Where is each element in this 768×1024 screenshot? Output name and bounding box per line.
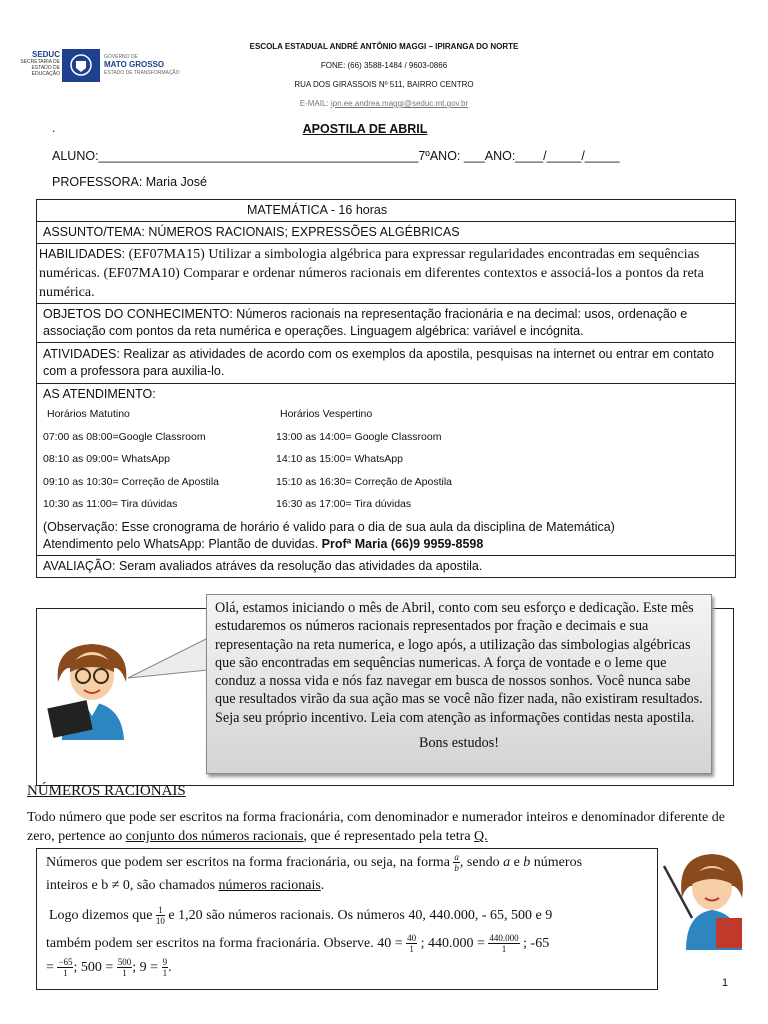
box-text: , sendo	[459, 855, 500, 870]
fraction-denominator: 1	[162, 968, 168, 979]
fraction-numerator: a	[454, 852, 459, 863]
fraction-denominator: 1	[122, 968, 127, 979]
definition-box	[36, 848, 658, 990]
student-line: ALUNO:______________________________________________7ºANO: ___ANO:____/_____/_____	[52, 149, 620, 163]
box-text: ; 440.000 =	[420, 936, 485, 951]
teacher-line: PROFESSORA: Maria José	[52, 175, 207, 189]
morning-slot: 08:10 as 09:00= WhatsApp	[43, 453, 170, 465]
mt-logo-sub: ESTADO DE TRANSFORMAÇÃO	[104, 70, 180, 76]
speech-bubble-tail	[126, 636, 210, 682]
fraction-denominator: 10	[155, 916, 165, 927]
fraction-numerator: 9	[162, 957, 168, 968]
variable-b: b	[523, 855, 531, 870]
fraction-minus-65	[57, 957, 73, 978]
speech-bubble	[206, 594, 712, 774]
whatsapp-label: Atendimento pelo WhatsApp: Plantão de duvidas.	[43, 536, 319, 551]
fraction-numerator: −65	[58, 957, 73, 968]
box-text: Logo dizemos que	[49, 908, 153, 923]
plan-table	[36, 199, 736, 578]
box-text: e 1,20 são números racionais. Os números 40, 440.000, - 65, 500 e 9	[168, 908, 553, 923]
stray-dot: .	[52, 121, 56, 135]
bubble-closing: Bons estudos!	[418, 735, 499, 752]
variable-a: a	[503, 855, 511, 870]
morning-schedule	[43, 403, 276, 516]
fraction-denominator: 1	[409, 944, 414, 955]
schedule	[43, 403, 729, 516]
afternoon-schedule	[276, 403, 452, 516]
morning-slot: 07:00 as 08:00=Google Classroom	[43, 430, 206, 443]
box-text: .	[320, 878, 325, 893]
skills-label: HABILIDADES:	[39, 247, 126, 261]
box-text: também podem ser escritos na forma fracionária. Observe. 40 =	[46, 936, 403, 951]
fraction-440000	[488, 933, 519, 954]
observation: (Observação: Esse cronograma de horário é valido para o dia de sua aula da disciplina de Matemática)	[43, 519, 615, 534]
school-name: ESCOLA ESTADUAL ANDRÉ ANTÔNIO MAGGI – IPIRANGA DO NORTE	[249, 42, 519, 51]
fraction-500	[117, 957, 133, 978]
morning-label: Horários Matutino	[47, 408, 130, 420]
bubble-text: Olá, estamos iniciando o mês de Abril, conto com seu esforço e dedicação. Este mês estudaremos os números racionais representados por fração e decimais e sua representação na reta numerica, e logo após, a utilização das simbologias algébricas que são encontradas em sequências numericas. A força de vontade e o leme que conduz a nossa vida e nós faz navegar em busca de nossos sonhos. Você nunca sabe que resultados virão da sua ação mas se você não fizer nada, não existiram resultados. Seja seu próprio incentivo. Leia com atenção as informações contidas nesta apostila.	[215, 600, 703, 726]
fraction-denominator: b	[454, 863, 459, 874]
box-text: e	[513, 855, 520, 870]
afternoon-slot: 13:00 as 14:00= Google Classroom	[276, 430, 442, 443]
set-letter: Q.	[474, 829, 488, 844]
fraction-40	[406, 933, 417, 954]
box-line-4	[46, 931, 549, 957]
subject-cell: MATEMÁTICA - 16 horas	[37, 200, 736, 222]
fraction-numerator: 440.000	[489, 933, 519, 944]
box-text: ; 9 =	[132, 960, 159, 975]
fraction-numerator: 40	[407, 933, 417, 944]
afternoon-slot: 15:10 as 16:30= Correção de Apostila	[276, 475, 452, 488]
afternoon-label: Horários Vespertino	[280, 408, 373, 420]
afternoon-slot: 14:10 as 15:00= WhatsApp	[276, 453, 403, 465]
box-text: ; -65	[523, 936, 550, 951]
fraction-denominator: 1	[501, 944, 507, 955]
mt-logo-name: MATO GROSSO	[104, 60, 165, 69]
paragraph-text-mid: , que é representado pela tetra	[303, 829, 471, 844]
school-email	[0, 99, 768, 108]
fraction-denominator: 1	[63, 968, 68, 979]
attendance-label: AS ATENDIMENTO:	[43, 387, 156, 401]
email-label: E-MAIL:	[299, 99, 329, 108]
morning-slot: 09:10 as 10:30= Correção de Apostila	[43, 475, 219, 488]
school-address: RUA DOS GIRASSOIS Nº 511, BAIRRO CENTRO	[294, 80, 474, 89]
paragraph-text-start: Todo número que pode ser escritos na forma fracionária, com denominador e numerador inteiros e denominador diferente de zero, pertence ao	[27, 810, 725, 844]
school-phone: FONE: (66) 3588-1484 / 9603-0866	[320, 61, 448, 70]
fraction-numerator: 1	[156, 905, 165, 916]
afternoon-slot: 16:30 as 17:00= Tira dúvidas	[276, 498, 412, 510]
attendance-cell	[37, 384, 736, 556]
skills-text: (EF07MA15) Utilizar a simbologia algébrica para expressar regularidades encontradas em sequências numéricas. (EF07MA10) Comparar e ordenar números racionais em diferentes contextos e associá-los a pontos da reta numérica.	[39, 247, 704, 300]
box-line-5	[46, 955, 172, 981]
seduc-logo-name: SEDUC	[31, 50, 60, 59]
box-line-2	[46, 873, 324, 899]
box-text: =	[46, 960, 54, 975]
whatsapp-line	[43, 536, 729, 553]
fraction-1-10	[156, 905, 165, 926]
rational-numbers-link[interactable]: números racionais	[218, 878, 321, 893]
section-title: NÚMEROS RACIONAIS	[27, 783, 186, 799]
skills-cell	[37, 244, 736, 304]
evaluation-cell: AVALIAÇÃO: Seram avaliados atráves da resolução das atividades da apostila.	[37, 555, 736, 577]
box-text: Números que podem ser escritos na forma fracionária, ou seja, na forma	[46, 855, 450, 870]
box-text: ; 500 =	[73, 960, 114, 975]
section-paragraph	[27, 808, 737, 846]
activities-cell: ATIVIDADES: Realizar as atividades de acordo com os exemplos da apostila, pesquisas na internet ou entrar em contato com a professora para auxilia-lo.	[37, 343, 736, 384]
teacher-pointer-illustration-icon	[656, 846, 760, 955]
whatsapp-contact: Profª Maria (66)9 9959-8598	[321, 536, 484, 551]
seduc-logo-sub: SECRETARIA DE ESTADO DE EDUCAÇÃO	[20, 59, 60, 77]
page-title: APOSTILA DE ABRIL	[302, 122, 428, 136]
topic-cell: ASSUNTO/TEMA: NÚMEROS RACIONAIS; EXPRESSÕES ALGÉBRICAS	[37, 222, 736, 244]
mt-logo-top: GOVERNO DE	[104, 54, 138, 60]
box-text: .	[168, 960, 172, 975]
morning-slot: 10:30 as 11:00= Tira dúvidas	[43, 498, 178, 510]
rational-set-link[interactable]: conjunto dos números racionais	[125, 829, 304, 844]
box-text: inteiros e b ≠ 0, são chamados	[46, 878, 216, 893]
objects-cell: OBJETOS DO CONHECIMENTO: Números racionais na representação fracionária e na decimal: usos, ordenação e associação com pontos da reta numérica e operações. Linguagem algébrica: variável e incógnita.	[37, 304, 736, 343]
box-line-3	[49, 903, 552, 929]
fraction-numerator: 500	[117, 957, 132, 968]
email-link[interactable]: ipn.ee.andrea.maggi@seduc.mt.gov.br	[330, 99, 469, 108]
page-number: 1	[722, 977, 729, 989]
box-text: números	[533, 855, 583, 870]
